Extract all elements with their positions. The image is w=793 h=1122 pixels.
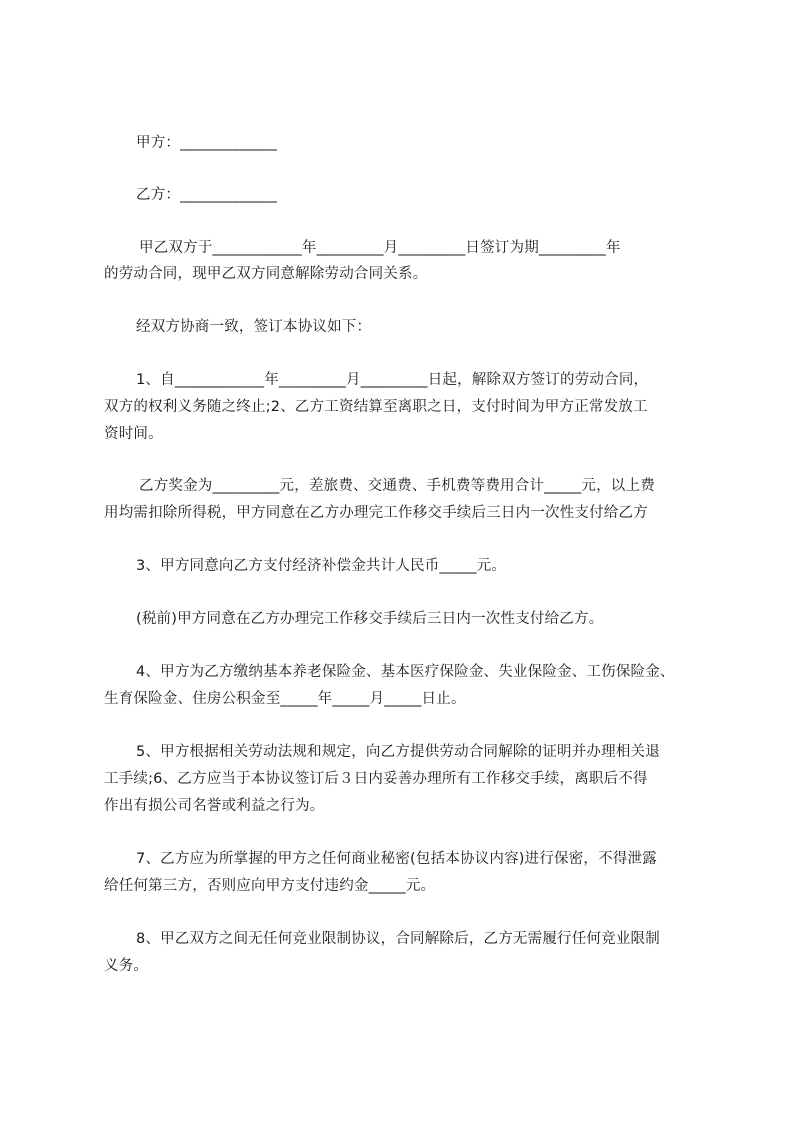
clause-5-line: 5、甲方根据相关劳动法规和规定，向乙方提供劳动合同解除的证明并办理相关退 [136,744,660,760]
paragraph-line: 用均需扣除所得税，甲方同意在乙方办理完工作移交手续后三日内一次性支付给乙方 [104,505,648,521]
party-a-line: 甲方：_____________ [136,135,277,151]
clause-8-line: 义务。 [104,958,149,974]
paragraph-line: 乙方奖金为_________元，差旅费、交通费、手机费等费用合计_____元，以上费 [139,478,655,494]
clause-1-line: 1、自____________年_________月_________日起，解除双方签订的劳动合同， [136,372,649,388]
paragraph-line: 甲乙双方于____________年_________月_________日签订为期_________年 [139,240,621,256]
paragraph-line: 的劳动合同，现甲乙双方同意解除劳动合同关系。 [104,266,428,282]
clause-5-line: 工手续;6、乙方应当于本协议签订后３日内妥善办理所有工作移交手续，离职后不得 [104,771,648,787]
clause-1-line: 资时间。 [104,426,163,442]
clause-5-line: 作出有损公司名誉或利益之行为。 [104,798,325,814]
paragraph-line: (税前)甲方同意在乙方办理完工作移交手续后三日内一次性支付给乙方。 [136,611,604,627]
clause-1-line: 双方的权利义务随之终止;2、乙方工资结算至离职之日，支付时间为甲方正常发放工 [104,399,648,415]
clause-7-line: 给任何第三方，否则应向甲方支付违约金_____元。 [104,878,436,894]
clause-4-line: 生育保险金、住房公积金至_____年_____月_____日止。 [104,691,466,707]
party-b-line: 乙方：_____________ [136,187,277,203]
clause-8-line: 8、甲乙双方之间无任何竞业限制协议，合同解除后，乙方无需履行任何竞业限制 [136,931,660,947]
paragraph-line: 经双方协商一致，签订本协议如下： [136,319,372,335]
clause-7-line: 7、乙方应为所掌握的甲方之任何商业秘密(包括本协议内容)进行保密，不得泄露 [136,851,657,867]
clause-3-line: 3、甲方同意向乙方支付经济补偿金共计人民币_____元。 [136,558,507,574]
clause-4-line: 4、甲方为乙方缴纳基本养老保险金、基本医疗保险金、失业保险金、工伤保险金、 [136,664,675,680]
